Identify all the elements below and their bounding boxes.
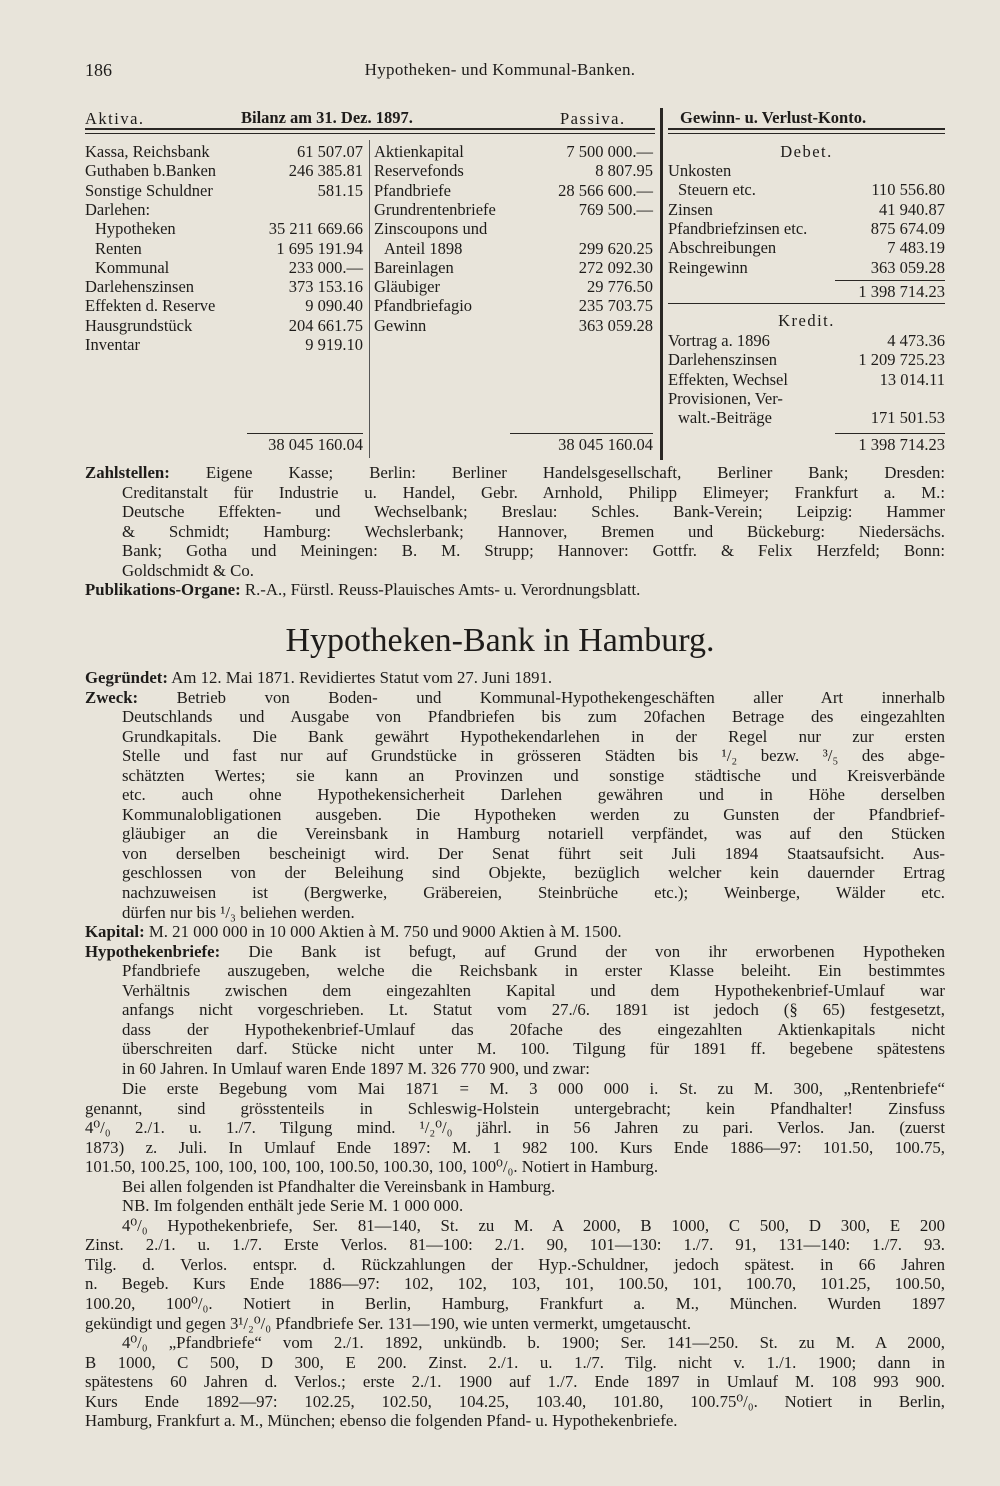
text-line — [85, 1157, 945, 1177]
text-line — [85, 1138, 945, 1158]
table-row — [374, 181, 653, 200]
bank-title: Hypotheken-Bank in Hamburg. — [285, 622, 715, 659]
table-row — [374, 239, 653, 258]
row-value: 29 776.50 — [587, 277, 653, 297]
text-line — [85, 863, 945, 883]
row-label: Darlehen: — [85, 199, 151, 219]
text-line — [85, 1196, 945, 1216]
row-value: 7 483.19 — [887, 238, 945, 258]
table-row — [668, 238, 945, 257]
line-text: in 60 Jahren. In Umlauf waren Ende 1897 M. 326 770 900, und zwar: — [122, 1058, 590, 1078]
text-line — [85, 824, 945, 844]
row-label: Bareinlagen — [374, 257, 454, 277]
text-line — [85, 668, 945, 688]
row-label: Kommunal — [95, 257, 170, 277]
text-line — [85, 707, 945, 727]
table-row — [374, 200, 653, 219]
kredit-total: 1 398 714.23 — [858, 435, 945, 454]
line-text: Stelle und fast nur auf Grundstücke in grösseren Städten bis ¹/₂ bezw. ³/₅ des abge- — [122, 746, 945, 766]
section-label: Zahlstellen: — [85, 463, 170, 482]
row-value: 4 473.36 — [887, 331, 945, 350]
row-value: 110 556.80 — [871, 180, 945, 200]
page-number: 186 — [85, 60, 112, 80]
row-label: Aktienkapital — [374, 142, 464, 161]
line-text: 4⁰/₀ 2./1. u. 1./7. Tilgung mind. ¹/₂⁰/₀ jährl. in 56 Jahren zu pari. Verlos. Jan. (zuerst — [85, 1118, 945, 1138]
row-value: 171 501.53 — [870, 408, 945, 428]
table-row — [374, 142, 653, 161]
text-line — [85, 1059, 945, 1079]
line-text: Grundkapitals. Die Bank gewährt Hypothekendarlehen in der Regel nur zur ersten — [122, 726, 945, 746]
line-text: 100.20, 100⁰/₀. Notiert in Berlin, Hamburg, Frankfurt a. M., München. Wurden 1897 — [85, 1294, 945, 1314]
row-label: Zinscoupons und — [374, 219, 488, 239]
line-text: genannt, sind grösstenteils in Schleswig-Holstein untergebracht; kein Pfandhalter! Zinsfuss — [85, 1098, 945, 1118]
line-text: Betrieb von Boden- und Kommunal-Hypothekengeschäften aller Art innerhalb — [138, 687, 945, 707]
line-text: Deutsche Effekten- und Wechselbank; Breslau: Schles. Bank-Verein; Leipzig: Hammer — [122, 502, 945, 522]
text-line — [85, 883, 945, 903]
line-text: 101.50, 100.25, 100, 100, 100, 100, 100.50, 100.30, 100, 100⁰/₀. Notiert in Hamburg. — [85, 1157, 659, 1177]
line-text: Die Bank ist befugt, auf Grund der von ihr erworbenen Hypotheken — [220, 941, 945, 961]
text-line — [85, 1372, 945, 1392]
row-value: 233 000.— — [288, 257, 363, 277]
row-value: 363 059.28 — [870, 257, 945, 277]
table-row — [85, 316, 363, 335]
row-value: 28 566 600.— — [558, 180, 653, 200]
debet-table — [668, 161, 945, 281]
passiva-sum-rule — [510, 433, 653, 434]
line-text: geschlossen von der Beleihung sind Objekte, bezüglich welcher kein dauernder Ertrag — [122, 863, 945, 883]
guv-header-rule-thin — [668, 133, 945, 134]
line-text: gekündigt und gegen 3¹/₂⁰/₀ Pfandbriefe Ser. 131—190, wie unten vermerkt, umgetauscht. — [85, 1313, 692, 1333]
table-row — [668, 161, 945, 180]
line-text: 1873) z. Juli. In Umlauf Ende 1897: M. 1 982 100. Kurs Ende 1886—97: 101.50, 100.75, — [85, 1137, 945, 1157]
line-text: B 1000, C 500, D 300, E 200. Zinst. 2./1. u. 1./7. Tilg. nicht v. 1./1. 1900; dann in — [85, 1352, 945, 1372]
row-value: 875 674.09 — [870, 218, 945, 238]
text-line — [85, 688, 945, 708]
line-text: anfangs nicht vorgeschrieben. Lt. Statut vom 27./6. 1891 ist jedoch (§ 65) festgesetzt, — [122, 1000, 945, 1020]
line-text: Verhältnis zwischen dem eingezahlten Kapital und dem Hypothekenbrief-Umlauf war — [122, 980, 945, 1000]
text-line — [85, 942, 945, 962]
row-value: 373 153.16 — [288, 277, 363, 297]
table-row — [374, 277, 653, 296]
line-text: von derselben bescheinigt wird. Der Senat führt seit Juli 1894 Staatsaufsicht. Aus- — [122, 843, 945, 863]
debet-sum-rule — [835, 280, 945, 281]
line-text: Zinst. 2./1. u. 1./7. Erste Verlos. 81—100: 2./1. 90, 101—130: 1./7. 91, 131—140: 1./7. 93. — [85, 1235, 945, 1255]
row-label: Vortrag a. 1896 — [668, 331, 770, 350]
text-line — [85, 1235, 945, 1255]
row-label: Gewinn — [374, 315, 427, 335]
row-value: 272 092.30 — [578, 257, 653, 277]
table-row — [85, 200, 363, 219]
section-label: Hypothekenbriefe: — [85, 941, 221, 961]
row-label: Pfandbriefzinsen etc. — [668, 218, 808, 238]
line-text: schätzten Wertes; sie kann an Provinzen und sonstige städtische und Kreisverbände — [122, 765, 945, 785]
kredit-sum-rule — [835, 433, 945, 434]
row-label: Guthaben b.Banken — [85, 161, 217, 181]
table-row — [85, 142, 363, 161]
issues-section — [85, 1079, 945, 1431]
line-text: Pfandbriefe auszugeben, welche die Reichsbank in erster Klasse beleiht. Ein bestimmtes — [122, 961, 945, 981]
line-text: spätestens 60 Jahren d. Verlos.; erste 2./1. 1900 auf 1./7. Ende 1897 in Umlauf M. 108 993 900. — [85, 1372, 945, 1392]
aktiva-sum-rule — [247, 433, 363, 434]
table-row — [85, 219, 363, 238]
row-label: Reingewinn — [668, 257, 748, 277]
row-value: 61 507.07 — [297, 142, 363, 161]
section-label: Publikations-Organe: — [85, 580, 241, 600]
line-text: nachzuweisen ist (Bergwerke, Gräbereien, Steinbrüche etc.); Weinberge, Wälder etc. — [122, 883, 945, 903]
line-text: Die erste Begebung vom Mai 1871 = M. 3 000 000 i. St. zu M. 300, „Rentenbriefe“ — [122, 1079, 945, 1098]
line-text: Hamburg, Frankfurt a. M., München; ebenso die folgenden Pfand- u. Hypothekenbriefe. — [85, 1411, 678, 1431]
row-label: Sonstige Schuldner — [85, 180, 213, 200]
row-label: Steuern etc. — [678, 180, 756, 200]
table-row — [85, 161, 363, 180]
table-row — [668, 180, 945, 199]
text-line — [85, 1079, 945, 1099]
row-label: Renten — [95, 238, 142, 258]
text-line — [85, 922, 945, 942]
line-text: Bei allen folgenden ist Pfandhalter die Vereinsbank in Hamburg. — [122, 1176, 556, 1196]
balance-title: Bilanz am 31. Dez. 1897. — [241, 108, 413, 127]
text-line — [85, 541, 945, 561]
table-row — [374, 258, 653, 277]
text-line — [85, 1294, 945, 1314]
text-line — [85, 981, 945, 1001]
section-label: Kapital: — [85, 922, 145, 942]
table-row — [668, 370, 945, 389]
header-rule — [85, 128, 655, 130]
row-label: Inventar — [85, 335, 140, 354]
section-label: Gegründet: — [85, 668, 168, 687]
row-label: Effekten, Wechsel — [668, 369, 788, 389]
column-divider — [660, 108, 663, 460]
row-value: 299 620.25 — [578, 238, 653, 258]
text-line — [85, 522, 945, 542]
text-line — [85, 463, 945, 483]
table-row — [374, 316, 653, 335]
header-rule-thin — [85, 133, 655, 134]
text-line — [85, 961, 945, 981]
aktiva-table — [85, 142, 363, 462]
table-row — [85, 296, 363, 315]
table-row — [668, 389, 945, 408]
row-value: 204 661.75 — [288, 315, 363, 335]
row-label: Anteil 1898 — [384, 238, 463, 258]
table-row — [668, 219, 945, 238]
table-row — [85, 277, 363, 296]
text-line — [85, 1099, 945, 1119]
table-row — [668, 350, 945, 369]
text-line — [85, 1411, 945, 1431]
line-text: etc. auch ohne Hypothekensicherheit Darlehen gewähren und in Höhe derselben — [122, 785, 945, 805]
zahlstellen-section — [85, 463, 945, 600]
text-line — [85, 844, 945, 864]
table-row — [668, 258, 945, 277]
row-value: 7 500 000.— — [566, 142, 653, 161]
text-line — [85, 483, 945, 503]
text-line — [85, 903, 945, 923]
running-head: Hypotheken- und Kommunal-Banken. — [364, 60, 636, 79]
line-text: dass der Hypothekenbrief-Umlauf das 20fache des eingezahlten Aktienkapitals nicht — [122, 1019, 945, 1039]
line-text: Eigene Kasse; Berlin: Berliner Handelsgesellschaft, Berliner Bank; Dresden: — [169, 463, 945, 482]
line-text: Goldschmidt & Co. — [122, 560, 254, 580]
text-line — [85, 1353, 945, 1373]
line-text: Deutschlands und Ausgabe von Pfandbriefen bis zum 20fachen Betrage des eingezahlten — [122, 707, 945, 727]
row-label: Reservefonds — [374, 161, 464, 181]
row-label: Effekten d. Reserve — [85, 296, 216, 316]
debet-total: 1 398 714.23 — [858, 282, 945, 301]
line-text: dürfen nur bis ¹/₃ beliehen werden. — [122, 902, 355, 922]
line-text: M. 21 000 000 in 10 000 Aktien à M. 750 und 9000 Aktien à M. 1500. — [144, 922, 622, 942]
line-text: 4⁰/₀ „Pfandbriefe“ vom 2./1. 1892, unkündb. b. 1900; Ser. 141—250. St. zu M. A 2000, — [122, 1333, 945, 1353]
line-text: überschreiten darf. Stücke nicht unter M. 100. Tilgung für 1891 ff. begebene spätestens — [122, 1039, 945, 1059]
text-line — [85, 1255, 945, 1275]
text-line — [85, 1118, 945, 1138]
row-label: Zinsen — [668, 199, 713, 219]
text-line — [85, 746, 945, 766]
table-row — [374, 161, 653, 180]
text-line — [85, 785, 945, 805]
row-label: Unkosten — [668, 161, 732, 180]
table-row — [85, 181, 363, 200]
bank-details-section — [85, 668, 945, 1078]
guv-title: Gewinn- u. Verlust-Konto. — [680, 108, 867, 127]
row-value: 246 385.81 — [288, 161, 363, 181]
line-text: Am 12. Mai 1871. Revidiertes Statut vom 27. Juni 1891. — [167, 668, 553, 687]
row-label: walt.-Beiträge — [678, 408, 772, 428]
text-line — [85, 561, 945, 581]
text-line — [85, 1177, 945, 1197]
row-value: 9 919.10 — [305, 335, 363, 354]
text-line — [85, 1392, 945, 1412]
row-label: Darlehenszinsen — [85, 277, 195, 297]
row-label: Hausgrundstück — [85, 315, 193, 335]
line-text: Kommunalobligationen ausgeben. Die Hypotheken werden zu Gunsten der Pfandbrief- — [122, 804, 945, 824]
row-label: Darlehenszinsen — [668, 350, 778, 370]
row-value: 363 059.28 — [578, 315, 653, 335]
row-label: Provisionen, Ver- — [668, 388, 783, 408]
guv-header-rule — [668, 128, 945, 130]
table-row — [668, 331, 945, 350]
debet-label: Debet. — [780, 142, 833, 161]
text-line — [85, 1274, 945, 1294]
row-label: Pfandbriefagio — [374, 296, 473, 316]
row-value: 235 703.75 — [578, 296, 653, 316]
table-row — [85, 258, 363, 277]
line-text: & Schmidt; Hamburg: Wechslerbank; Hannover, Bremen und Bückeburg: Niedersächs. — [122, 521, 945, 541]
line-text: n. Begeb. Kurs Ende 1886—97: 102, 102, 103, 101, 100.50, 101, 100.70, 101.25, 100.50, — [85, 1274, 945, 1294]
row-value: 13 014.11 — [879, 369, 945, 389]
text-line — [85, 1333, 945, 1353]
row-label: Grundrentenbriefe — [374, 199, 496, 219]
line-text: 4⁰/₀ Hypothekenbriefe, Ser. 81—140, St. zu M. A 2000, B 1000, C 500, D 300, E 200 — [122, 1215, 945, 1235]
text-line — [85, 727, 945, 747]
table-row — [668, 200, 945, 219]
row-value: 35 211 669.66 — [268, 219, 363, 239]
row-value: 769 500.— — [578, 199, 653, 219]
line-text: R.-A., Fürstl. Reuss-Plauisches Amts- u. Verordnungsblatt. — [240, 580, 641, 600]
passiva-table — [374, 142, 653, 462]
text-line — [85, 805, 945, 825]
text-line — [85, 1314, 945, 1334]
line-text: NB. Im folgenden enthält jede Serie M. 1 000 000. — [122, 1196, 464, 1216]
text-line — [85, 766, 945, 786]
row-value: 581.15 — [317, 180, 363, 200]
row-label: Abschreibungen — [668, 238, 777, 258]
aktiva-label: Aktiva. — [85, 109, 145, 128]
table-row — [85, 239, 363, 258]
text-line — [85, 502, 945, 522]
passiva-label: Passiva. — [560, 109, 626, 128]
kredit-label: Kredit. — [778, 311, 835, 330]
line-text: Creditanstalt für Industrie u. Handel, Gebr. Arnhold, Philipp Elimeyer; Frankfurt a. M.: — [122, 482, 945, 502]
table-row — [85, 335, 363, 354]
kredit-table — [668, 331, 945, 431]
table-row — [374, 296, 653, 315]
row-label: Hypotheken — [95, 219, 176, 239]
text-line — [85, 1000, 945, 1020]
passiva-total: 38 045 160.04 — [558, 435, 653, 454]
table-row — [374, 219, 653, 238]
line-text: Bank; Gotha und Meiningen: B. M. Strupp; Hannover: Gottfr. & Felix Herzfeld; Bonn: — [122, 541, 945, 561]
balance-divider — [369, 140, 370, 458]
text-line — [85, 580, 945, 600]
line-text: gläubiger an die Vereinsbank in Hamburg notariell verpfändet, was auf den Stücken — [122, 824, 945, 844]
row-label: Gläubiger — [374, 277, 440, 297]
row-value: 9 090.40 — [305, 296, 363, 316]
table-row — [668, 408, 945, 427]
aktiva-total: 38 045 160.04 — [268, 435, 363, 454]
text-line — [85, 1039, 945, 1059]
row-value: 1 695 191.94 — [276, 238, 363, 258]
section-label: Zweck: — [85, 687, 139, 707]
row-value: 8 807.95 — [595, 161, 653, 181]
row-label: Pfandbriefe — [374, 180, 451, 200]
line-text: Tilg. d. Verlos. entspr. d. Rückzahlungen der Hyp.-Schuldner, jedoch spätest. in 66 Jahren — [85, 1254, 945, 1274]
row-label: Kassa, Reichsbank — [85, 142, 210, 161]
row-value: 41 940.87 — [879, 199, 945, 219]
line-text: Kurs Ende 1892—97: 102.25, 102.50, 104.25, 103.40, 101.80, 100.75⁰/₀. Notiert in Berlin, — [85, 1391, 945, 1411]
row-value: 1 209 725.23 — [858, 350, 945, 370]
debet-kredit-rule — [668, 303, 945, 304]
text-line — [85, 1216, 945, 1236]
text-line — [85, 1020, 945, 1040]
